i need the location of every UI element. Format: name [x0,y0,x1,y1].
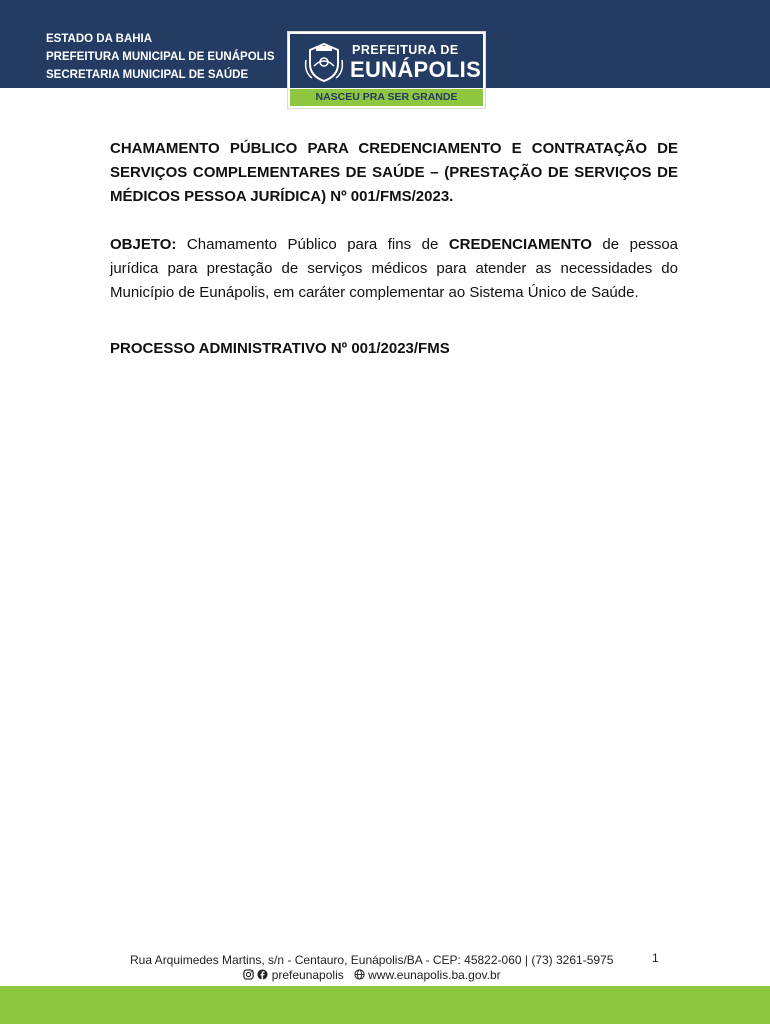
logo-prefeitura-text: PREFEITURA DE [352,43,459,57]
document-title: CHAMAMENTO PÚBLICO PARA CREDENCIAMENTO E CONTRATAÇÃO DE SERVIÇOS COMPLEMENTARES DE SAÚDE – (PRESTAÇÃO DE SERVIÇOS DE MÉDICOS PESSOA JURÍDICA) Nº 001/FMS/2023. [110,140,678,205]
globe-icon [354,969,365,980]
header-secretariat: SECRETARIA MUNICIPAL DE SAÚDE [46,69,249,81]
instagram-icon [243,969,254,980]
footer-social [243,967,501,982]
objeto-text-start: Chamamento Público para fins de [176,236,449,253]
header-prefecture: PREFEITURA MUNICIPAL DE EUNÁPOLIS [46,51,275,63]
website-link[interactable]: www.eunapolis.ba.gov.br [368,967,501,982]
processo-heading: PROCESSO ADMINISTRATIVO Nº 001/2023/FMS [110,340,450,357]
page-number: 1 [652,951,659,965]
social-handle: prefeunapolis [271,967,344,982]
logo-navy-panel [290,34,483,88]
objeto-bold-term: CREDENCIAMENTO [448,236,592,253]
objeto-label: OBJETO: [110,236,177,253]
facebook-icon [257,969,268,980]
footer-green-bar [0,986,770,1024]
document-body [110,137,678,361]
header-state: ESTADO DA BAHIA [46,33,153,45]
footer-address: Rua Arquimedes Martins, s/n - Centauro, Eunápolis/BA - CEP: 45822-060 | (73) 3261-5975 [130,953,614,967]
coat-of-arms-icon [302,40,346,84]
objeto-text-end: de pessoa jurídica para prestação de serviços médicos para atender as necessidades do Município de Eunápolis, em caráter complementar ao Sistema Único de Saúde. [110,236,679,301]
logo-slogan: NASCEU PRA SER GRANDE [290,89,483,106]
logo-city-name: EUNÁPOLIS [350,57,482,82]
objeto-paragraph [110,233,678,305]
header-institution-lines [46,30,275,84]
prefecture-logo [288,32,485,108]
